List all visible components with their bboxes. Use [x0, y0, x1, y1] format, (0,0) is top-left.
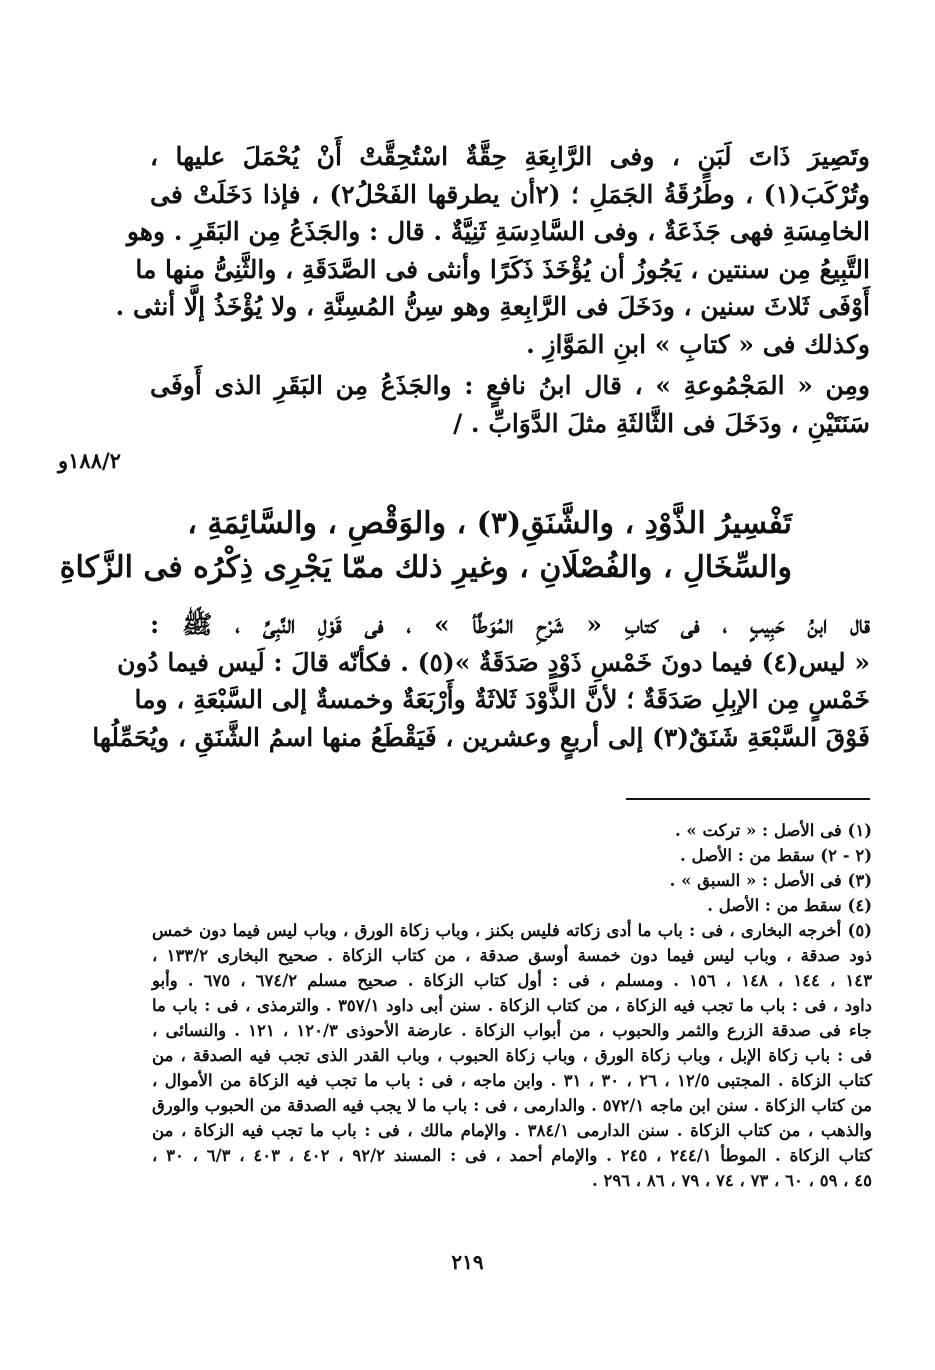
footnote-5-line: من كتاب الزكاة . سنن ابن ماجه ٥٧٢/١ . والدارمى ، فى : باب ما لا يجب فيه الصدقة من الحبوب والورق [152, 1096, 872, 1115]
paragraph-line: سَنَتَيْنِ ، ودَخَلَ فى الثَّالثَةِ مثلَ الدَّوَابِّ . / [453, 408, 870, 438]
footnote-5-line: ذود صدقة ، وباب ليس فيما دون خمسة أوسق صدقة ، من كتاب الزكاة . صحيح البخارى ١٣٣/٢ ، [152, 946, 872, 965]
footnote: (٣) فى الأصل : « السبق » . [669, 871, 872, 890]
footnote-5-line: (٥) أخرجه البخارى ، فى : باب ما أدى زكاته فليس بكنز ، وباب زكاة الورق ، وباب ليس فيما دون خمس [152, 921, 872, 940]
footnote: (١) فى الأصل : « تركت » . [674, 821, 872, 840]
main-text [115, 138, 870, 442]
body-line: قال ابنُ حَبِيبٍ ، فى كتابِ « شَرْحِ المُوَطَّأ » ، فى قَوْلِ النَّبِىِّ ، ﷺ : [150, 610, 870, 639]
footnote-5-line: جاء فى صدقة الزرع والثمر والحبوب ، من أبواب الزكاة . عارضة الأحوذى ١٢٠/٣ ، ١٢١ . والنسائى ، [152, 1021, 872, 1040]
main-text-line: الخامِسَةِ فهى جَذَعَةٌ ، وفى السَّادِسَةِ ثَنِيَّةٌ . قال : والجَذَعُ مِن البَقَرِ . وهو [126, 217, 870, 246]
page-number: ٢١٩ [451, 1250, 484, 1274]
footnote-5-line: كتاب الزكاة . الموطأ ٢٤٤/١ ، ٢٤٥ . والإمام أحمد ، فى : المسند ٩٢/٢ ، ٤٠٢ ، ٤٠٣ ، ٦/٣ ، ٣٠ ، [152, 1146, 872, 1165]
footnotes [152, 818, 872, 1193]
footnote-5-line: ١٤٣ ، ١٤٤ ، ١٤٨ ، ١٥٦ . ومسلم ، فى : أول كتاب الزكاة . صحيح مسلم ٦٧٤/٢ ، ٦٧٥ . وأبو [152, 971, 872, 990]
paragraph-line: ومِن « المَجْمُوعةِ » ، قال ابنُ نافعٍ : والجَذَعُ مِن البَقَرِ الذى أَوفَى [150, 371, 870, 400]
body-line: خَمْسٍ مِن الإبِلِ صَدَقَةٌ ؛ لأنَّ الذَّوْدَ ثَلاثَةٌ وأَرْبَعَةٌ وخمسةٌ إلى السَّبْعَةِ ، وما [134, 685, 870, 714]
section-heading [59, 502, 792, 590]
footnote-5-line: والذهب ، من كتاب الزكاة . سنن الدارمى ٣٨٤/١ . والإمام مالك ، فى : باب ما تجب فيه الزكاة ، من [152, 1121, 872, 1140]
manuscript-folio-note: ١٨٨/٢و [58, 448, 121, 473]
body-line: « ليس(٤) فيما دونَ خَمْسِ ذَوْدٍ صَدَقَةٌ »(٥) . فكأنّه قالَ : لَيس فيما دُون [117, 647, 870, 677]
main-text-line: أَوْفَى ثَلاثَ سنين ، ودَخَلَ فى الرَّابِعةِ وهو سِنُّ المُسِنَّةِ ، ولا يُؤْخَذُ إلَّا أنثى . [115, 292, 870, 321]
footnote-5-line: فى : باب زكاة الإبل ، وباب زكاة الورق ، وباب زكاة الحبوب ، وباب القدر الذى تجب فيه الصدقة ، من [152, 1046, 872, 1065]
section-body [92, 606, 870, 756]
heading-line: والسِّخَالِ ، والفُصْلَانِ ، وغيرِ ذلك ممّا يَجْرِى ذِكْرُه فى الزَّكاةِ [59, 550, 792, 585]
main-text-line: وكذلك فى « كتابِ » ابنِ المَوَّازِ . [526, 329, 870, 359]
main-text-line: التَّبِيعُ مِن سنتين ، يَجُوزُ أن يُؤْخَذَ ذَكَرًا وأنثى فى الصَّدَقَةِ ، والثَّنِىُّ منها ما [135, 254, 870, 284]
footnote-5-line: كتاب الزكاة . المجتبى ١٢/٥ ، ٢٦ ، ٣٠ ، ٣١ . وابن ماجه ، فى : باب ما تجب فيه الزكاة من الأموال ، [152, 1071, 872, 1090]
footnote: (٤) سقط من : الأصل . [707, 896, 872, 915]
footnote-divider [626, 798, 870, 800]
body-line: فَوْقَ السَّبْعَةِ شَنَقٌ(٣) إلى أربعٍ وعشرين ، فَيَقْطَعُ منها اسمُ الشَّنَقِ ، ويُحَمِّلُها [92, 722, 870, 752]
main-text-line: وتُرْكَبَ(١) ، وطَرُقَةُ الجَمَلِ ؛ (٢أن يطرقها الفَحْلُ٢) ، فإذا دَخَلَتْ فى [150, 179, 870, 209]
footnote-5-line: ٤٥ ، ٥٩ ، ٦٠ ، ٧٣ ، ٧٤ ، ٧٩ ، ٨٦ ، ٢٩٦ . [591, 1171, 872, 1190]
footnote: (٢ - ٢) سقط من : الأصل . [679, 846, 872, 865]
heading-line: تَفْسِيرُ الذَّوْدِ ، والشَّنَقِ(٣) ، والوَقْصِ ، والسَّائِمَةِ ، [187, 506, 792, 541]
footnote-5-line: داود ، فى : باب ما تجب فيه الزكاة ، من كتاب الزكاة . سنن أبى داود ٣٥٧/١ . والترمذى ، فى : باب ما [152, 996, 873, 1015]
main-text-line: وتَصِيرَ ذَاتَ لَبَنٍ ، وفى الرَّابِعَةِ حِقَّةٌ اسْتُحِقَّتْ أَنْ يُحْمَلَ عليها ، [150, 142, 870, 171]
